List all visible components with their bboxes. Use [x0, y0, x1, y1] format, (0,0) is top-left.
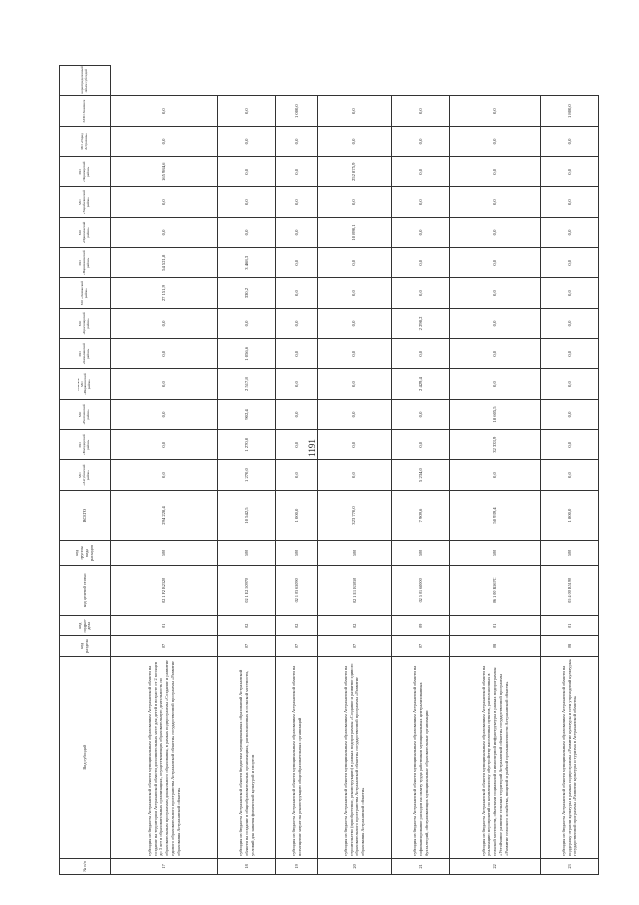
municipal-amount: 0,0 [218, 157, 276, 187]
municipal-amount: 902,4 [218, 399, 276, 429]
municipal-amount: 0,0 [392, 187, 450, 217]
municipal-amount: 0,0 [317, 278, 391, 308]
municipal-amount: 10 890,1 [317, 217, 391, 247]
total-amount: 1 800,0 [541, 490, 599, 541]
rotated-table-page [59, 65, 599, 875]
table-row [392, 66, 450, 875]
municipal-amount: 2 298,2 [392, 308, 450, 338]
column-header: МО «Камызякский район» [60, 339, 111, 369]
municipal-amount: 0,0 [111, 126, 218, 156]
municipal-amount: 0,0 [541, 278, 599, 308]
column-header: МО «Красноярский район» [60, 308, 111, 338]
section-code: 08 [541, 636, 599, 656]
municipal-amount: 5 234,0 [392, 460, 450, 490]
municipal-amount: 0,0 [317, 187, 391, 217]
municipal-amount: 0,0 [276, 217, 317, 247]
municipal-amount: 0,0 [541, 430, 599, 460]
municipal-amount: 0,0 [218, 217, 276, 247]
expense-type-code: 500 [392, 541, 450, 565]
subsection-code: 01 [450, 616, 541, 636]
municipal-amount: 2 517,8 [218, 369, 276, 399]
municipal-amount: 0,0 [218, 96, 276, 126]
table-row [276, 66, 317, 875]
municipal-amount: 330,2 [218, 278, 276, 308]
municipal-amount: 0,0 [450, 339, 541, 369]
column-header: МО «Ахтубинский район» [60, 460, 111, 490]
municipal-amount: 0,0 [541, 217, 599, 247]
municipal-amount: 0,0 [541, 399, 599, 429]
row-number: 22 [450, 858, 541, 874]
municipal-amount: 165 984,6 [111, 157, 218, 187]
municipal-amount: 0,0 [276, 308, 317, 338]
municipal-amount: 0,0 [392, 126, 450, 156]
municipal-amount: 0,0 [392, 96, 450, 126]
column-header: ВСЕГО [60, 490, 111, 541]
section-code: 08 [450, 636, 541, 656]
column-header: ЗАТО Знаменск [60, 96, 111, 126]
subsidy-description: субсидия из бюджета Астраханской области муниципальным образованиям Астраханской области на строительство (приобретение, реконструкцию) в рамках подпрограммы «Создание и развитие единого образовательного пространства Астраханской области» государственной программы «Развитие образования Астраханской области» [317, 656, 391, 858]
subsection-code: 01 [541, 616, 599, 636]
column-header: МО «Наримановский район» [60, 248, 111, 278]
column-header-text: МО «Икрянинский район» [79, 373, 92, 395]
municipal-amount: 0,0 [218, 126, 276, 156]
total-amount: 294 228,4 [111, 490, 218, 541]
municipal-amount: 0,0 [317, 460, 391, 490]
subsidy-description: субсидия из бюджета Астраханской области муниципальным образованиям Астраханской области на поддержку отрасли культуры в рамках подпрограммы «Развитие культуры и сети учреждений культуры» государственной программы «Развитие культуры и туризма в Астраханской области» [541, 656, 599, 858]
municipal-amount: 1 800,0 [541, 96, 599, 126]
table-row [111, 66, 218, 875]
row-number: 19 [276, 858, 317, 874]
total-amount: 50 939,4 [450, 490, 541, 541]
municipal-amount: 0,0 [541, 157, 599, 187]
municipal-amount: 1 270,0 [218, 430, 276, 460]
section-code: 07 [111, 636, 218, 656]
municipal-amount: 0,0 [111, 369, 218, 399]
row-number: 20 [317, 858, 391, 874]
expense-type-code: 500 [450, 541, 541, 565]
column-header: МО «Приволжский район» [60, 217, 111, 247]
municipal-amount: 54 521,8 [111, 248, 218, 278]
municipal-amount: 0,0 [541, 369, 599, 399]
column-header: № п/п [60, 858, 111, 874]
target-article-code: 02 5 01 60000 [392, 565, 450, 616]
subsection-code: 09 [392, 616, 450, 636]
page-number: 1191 [307, 439, 317, 457]
municipal-amount: 0,0 [392, 248, 450, 278]
total-amount: 323 770,0 [317, 490, 391, 541]
target-article-code: 02 1 E1 R3050 [317, 565, 391, 616]
subsidy-description: субсидия из бюджета Астраханской области бюджетам муниципальных образований Астраханской области на создание в общеобразовательных организациях, расположенных в сельской местности, условий для занятия физической культурой и спортом [218, 656, 276, 858]
column-header: Вид субсидий [60, 656, 111, 858]
subsidy-description: субсидия из бюджета Астраханской области муниципальным образованиям Астраханской области на реализацию мероприятий по комплексному обустройству населенных пунктов, расположенных в сельской местности, объектами социальной и инженерной инфраструктуры в рамках подпрограммы «Устойчивое развитие сельских территорий Астраханской области» государственной программы «Развитие сельского хозяйства, пищевой и рыбной промышленности Астраханской области» [450, 656, 541, 858]
total-amount: 1 000,0 [276, 490, 317, 541]
municipal-amount: 0,0 [317, 248, 391, 278]
expense-type-code: 500 [541, 541, 599, 565]
column-header: МО «Лиманский район» [60, 278, 111, 308]
municipal-amount: 32 333,9 [450, 430, 541, 460]
municipal-amount: 0,0 [541, 308, 599, 338]
table-row [218, 66, 276, 875]
municipal-amount: 0,0 [541, 460, 599, 490]
municipal-amount: 0,0 [276, 430, 317, 460]
municipal-amount: 0,0 [276, 126, 317, 156]
municipal-amount: 0,0 [450, 126, 541, 156]
municipal-amount: 0,0 [450, 460, 541, 490]
municipal-amount: 1 056,6 [218, 339, 276, 369]
municipal-amount: 27 151,9 [111, 278, 218, 308]
municipal-amount: 0,0 [541, 339, 599, 369]
municipal-amount: 0,0 [276, 278, 317, 308]
subsidy-description: субсидия из бюджета Астраханской области муниципальным образованиям Астраханской области на создание на территории Астраханской области дополнительных мест для детей в возрасте от 2 месяцев до 3 лет в образовательных организациях, осуществляющих образовательную деятельность по образовательным программам дошкольного образования, в рамках подпрограммы «Создание и развитие единого образовательного пространства Астраханской области» государственной программы «Развитие образования Астраханской области» [111, 656, 218, 858]
municipal-amount: 0,0 [450, 157, 541, 187]
expense-type-code: 500 [218, 541, 276, 565]
subsection-code: 02 [317, 616, 391, 636]
municipal-amount: 0,0 [317, 96, 391, 126]
municipal-amount: 0,0 [276, 369, 317, 399]
municipal-amount: 0,0 [111, 217, 218, 247]
municipal-amount: 1 000,0 [276, 96, 317, 126]
municipal-amount: 0,0 [276, 399, 317, 429]
municipal-amount: 0,0 [450, 217, 541, 247]
column-header: МО «Харабалинский район» [60, 187, 111, 217]
municipal-amount: 0,0 [450, 248, 541, 278]
row-number: 21 [392, 858, 450, 874]
column-header [60, 369, 111, 399]
municipal-amount: 0,0 [111, 96, 218, 126]
municipal-amount: 0,0 [450, 187, 541, 217]
column-header: МО «Енотаевский район» [60, 399, 111, 429]
subsidy-description: субсидия из бюджета Астраханской области муниципальным образованиям Астраханской области на софинансирование расходов на оплату труда работников муниципальных централизованных бухгалтерий, обслуживающих муниципальные образовательные организации [392, 656, 450, 858]
municipal-amount: 3 468,3 [218, 248, 276, 278]
column-header: МО «Володарский район» [60, 430, 111, 460]
subsidies-table [59, 65, 599, 875]
subsidy-description: субсидия из бюджета Астраханской области муниципальным образованиям Астраханской области на возмещение затрат на реконструкцию общеобразовательных организаций [276, 656, 317, 858]
municipal-amount: 0,0 [276, 460, 317, 490]
municipal-amount: 0,0 [450, 278, 541, 308]
expense-type-code: 500 [317, 541, 391, 565]
municipal-amount: 0,0 [111, 460, 218, 490]
column-header: код группы вида расходов [60, 541, 111, 565]
municipal-amount: 0,0 [317, 369, 391, 399]
municipal-amount: 0,0 [218, 187, 276, 217]
municipal-amount: 0,0 [276, 248, 317, 278]
target-article-code: 02 1 Р2 R2320 [111, 565, 218, 616]
column-header: МО «Черноярский район» [60, 157, 111, 187]
subsection-code: 02 [276, 616, 317, 636]
municipal-amount: 0,0 [111, 430, 218, 460]
municipal-amount: 0,0 [111, 399, 218, 429]
subsection-code: 01 [111, 616, 218, 636]
column-header: код целевой статьи [60, 565, 111, 616]
subsection-code: 02 [218, 616, 276, 636]
header-row [60, 66, 111, 875]
municipal-amount: 0,0 [276, 339, 317, 369]
municipal-amount: 0,0 [276, 157, 317, 187]
municipal-amount: 0,0 [392, 430, 450, 460]
section-code: 07 [392, 636, 450, 656]
section-code: 07 [218, 636, 276, 656]
row-number: 18 [218, 858, 276, 874]
municipal-amount: 0,0 [450, 308, 541, 338]
target-article-code: 05 4 00 R5190 [541, 565, 599, 616]
municipal-amount: 0,0 [111, 187, 218, 217]
target-article-code: 06 1 00 R567С [450, 565, 541, 616]
municipal-amount: 0,0 [392, 157, 450, 187]
municipal-amount: 0,0 [541, 126, 599, 156]
municipal-amount: 0,0 [317, 126, 391, 156]
expense-type-code: 500 [276, 541, 317, 565]
municipal-amount: 0,0 [111, 308, 218, 338]
table-row [317, 66, 391, 875]
row-number: 23 [541, 858, 599, 874]
column-header: код раздела [60, 636, 111, 656]
municipal-amount: 0,0 [541, 248, 599, 278]
column-header: МО «Город Астрахань» [60, 126, 111, 156]
municipal-amount: 0,0 [317, 399, 391, 429]
target-article-code: 02 1 03 63090 [276, 565, 317, 616]
column-header: код подраз-дела [60, 616, 111, 636]
municipal-amount: 0,0 [450, 96, 541, 126]
row-number: 17 [111, 858, 218, 874]
section-code: 07 [317, 636, 391, 656]
table-row [450, 66, 541, 875]
municipal-amount: 0,0 [276, 187, 317, 217]
table-body [111, 66, 599, 875]
municipal-amount: 0,0 [111, 339, 218, 369]
municipal-amount: 252 875,9 [317, 157, 391, 187]
column-header: нераспределенный объем субсидий [60, 66, 111, 96]
target-article-code: 02 1 Е2 50970 [218, 565, 276, 616]
municipal-amount: 0,0 [392, 339, 450, 369]
municipal-amount: 18 605,5 [450, 399, 541, 429]
municipal-amount: 0,0 [317, 430, 391, 460]
municipal-amount: 0,0 [450, 369, 541, 399]
municipal-amount: 0,0 [392, 217, 450, 247]
municipal-amount: 0,0 [218, 308, 276, 338]
municipal-amount: 0,0 [392, 399, 450, 429]
table-row [541, 66, 599, 875]
municipal-amount: 0,0 [392, 278, 450, 308]
municipal-amount: 0,0 [541, 187, 599, 217]
municipal-amount: 0,0 [317, 339, 391, 369]
total-amount: 7 909,6 [392, 490, 450, 541]
section-code: 07 [276, 636, 317, 656]
group-header-label: в том числе: [76, 377, 80, 391]
municipal-amount: 2 429,4 [392, 369, 450, 399]
municipal-amount: 1 270,0 [218, 460, 276, 490]
municipal-amount: 0,0 [317, 308, 391, 338]
total-amount: 10 542,5 [218, 490, 276, 541]
expense-type-code: 500 [111, 541, 218, 565]
